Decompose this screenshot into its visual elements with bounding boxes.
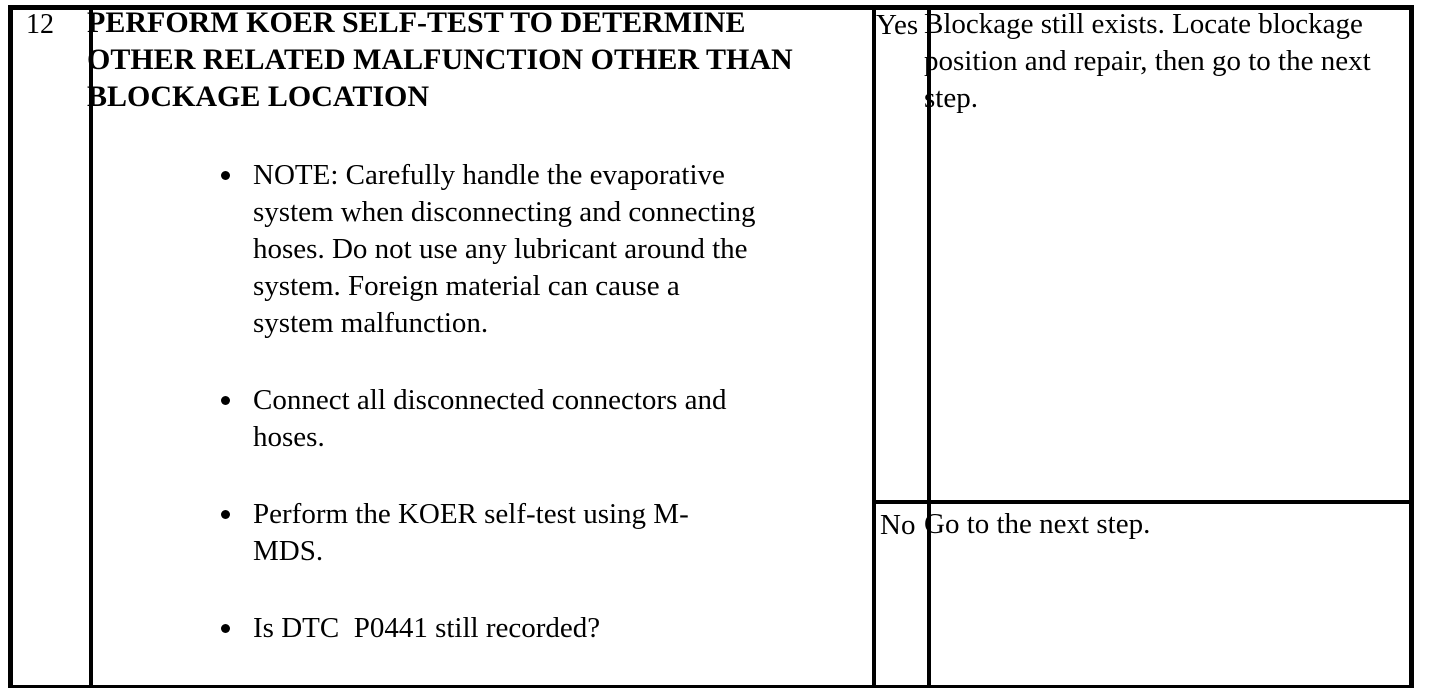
answer-yes-label: Yes — [876, 9, 919, 41]
step-instructions — [218, 157, 758, 647]
step-number: 12 — [26, 9, 54, 40]
instruction-text: Perform the KOER self-test using M-MDS. — [253, 498, 689, 567]
answer-no-label: No — [880, 509, 916, 541]
bullet-icon — [221, 510, 230, 519]
column-divider-answer — [872, 10, 876, 685]
instruction-text: Connect all disconnected connectors and hoses. — [253, 384, 727, 453]
step-heading: PERFORM KOER SELF-TEST TO DETERMINE OTHER RELATED MALFUNCTION OTHER THAN BLOCKAGE LOCATION — [87, 6, 793, 113]
instruction-item — [218, 382, 758, 456]
answer-row-divider — [874, 500, 1409, 504]
instruction-item — [218, 496, 758, 570]
instruction-text: Is DTC P0441 still recorded? — [253, 612, 601, 644]
answer-yes-text: Blockage still exists. Locate blockage position and repair, then go to the next step. — [924, 8, 1371, 114]
answer-no-text: Go to the next step. — [924, 508, 1151, 540]
instruction-text: NOTE: Carefully handle the evaporative system when disconnecting and connecting hoses. Do not use any lubricant around the system. Foreign material can cause a system malfunction. — [253, 159, 756, 339]
bullet-icon — [221, 171, 230, 180]
bullet-icon — [221, 624, 230, 633]
instruction-item — [218, 157, 758, 342]
instruction-item — [218, 610, 758, 647]
bullet-icon — [221, 396, 230, 405]
